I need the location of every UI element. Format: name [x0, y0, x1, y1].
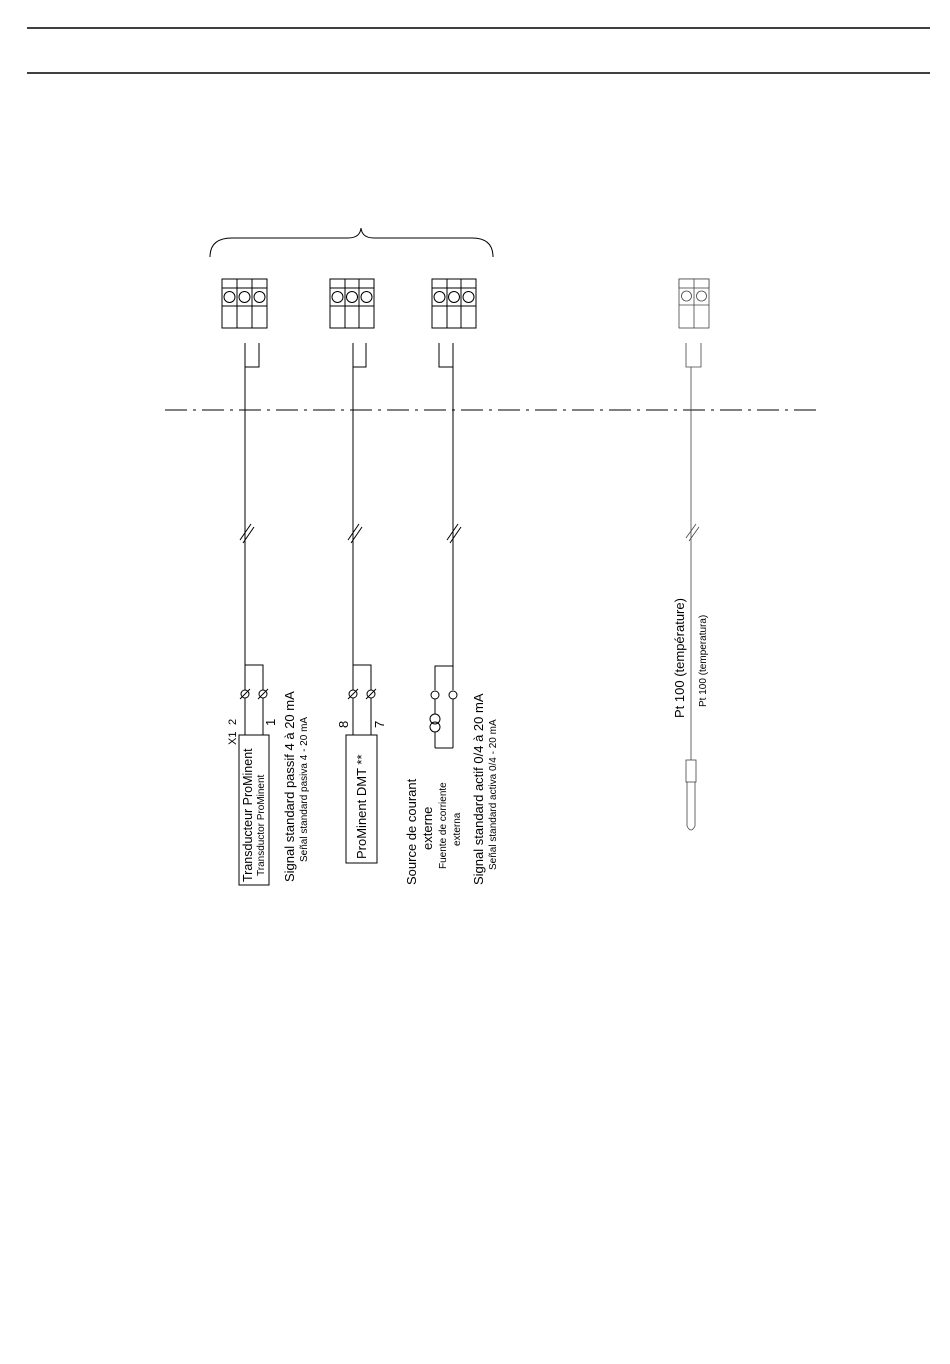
- source-label-es-1: Fuente de corriente: [438, 782, 449, 869]
- x1-label: X1: [227, 731, 239, 745]
- active-signal-label-es: Señal standard activa 0/4 - 20 mA: [488, 719, 499, 870]
- terminal-1-label: 1: [263, 718, 278, 726]
- transducer-label-fr: Transducteur ProMinent: [241, 748, 255, 882]
- cable-pt100: [686, 343, 701, 830]
- passive-signal-label-es: Señal standard pasiva 4 - 20 mA: [299, 716, 310, 862]
- pt100-label-es: Pt 100 (temperatura): [698, 614, 709, 707]
- group-brace: [210, 228, 493, 257]
- cable-1: [240, 343, 268, 735]
- active-signal-label-fr: Signal standard actif 0/4 à 20 mA: [471, 693, 486, 885]
- dmt-label: ProMinent DMT **: [354, 754, 369, 859]
- terminal-7-label: 7: [372, 720, 387, 728]
- connector-pt100: [679, 279, 709, 328]
- source-label-fr-1: Source de courant: [404, 778, 419, 885]
- connector-1: [222, 279, 267, 328]
- source-label-es-2: externa: [452, 812, 463, 846]
- probe-tip: [687, 782, 695, 830]
- transducer-label-es: Transductor ProMinent: [256, 774, 267, 876]
- terminal-2-label: 2: [227, 718, 239, 725]
- cable-2: [348, 343, 376, 735]
- pt100-label-fr: Pt 100 (température): [672, 598, 687, 718]
- connector-2: [330, 279, 374, 328]
- connector-3: [432, 279, 476, 328]
- probe-sleeve: [686, 760, 696, 782]
- passive-signal-label-fr: Signal standard passif 4 à 20 mA: [282, 691, 297, 882]
- cable-3: [430, 343, 461, 748]
- terminal-8-label: 8: [336, 720, 351, 728]
- source-label-fr-2: externe: [420, 806, 435, 850]
